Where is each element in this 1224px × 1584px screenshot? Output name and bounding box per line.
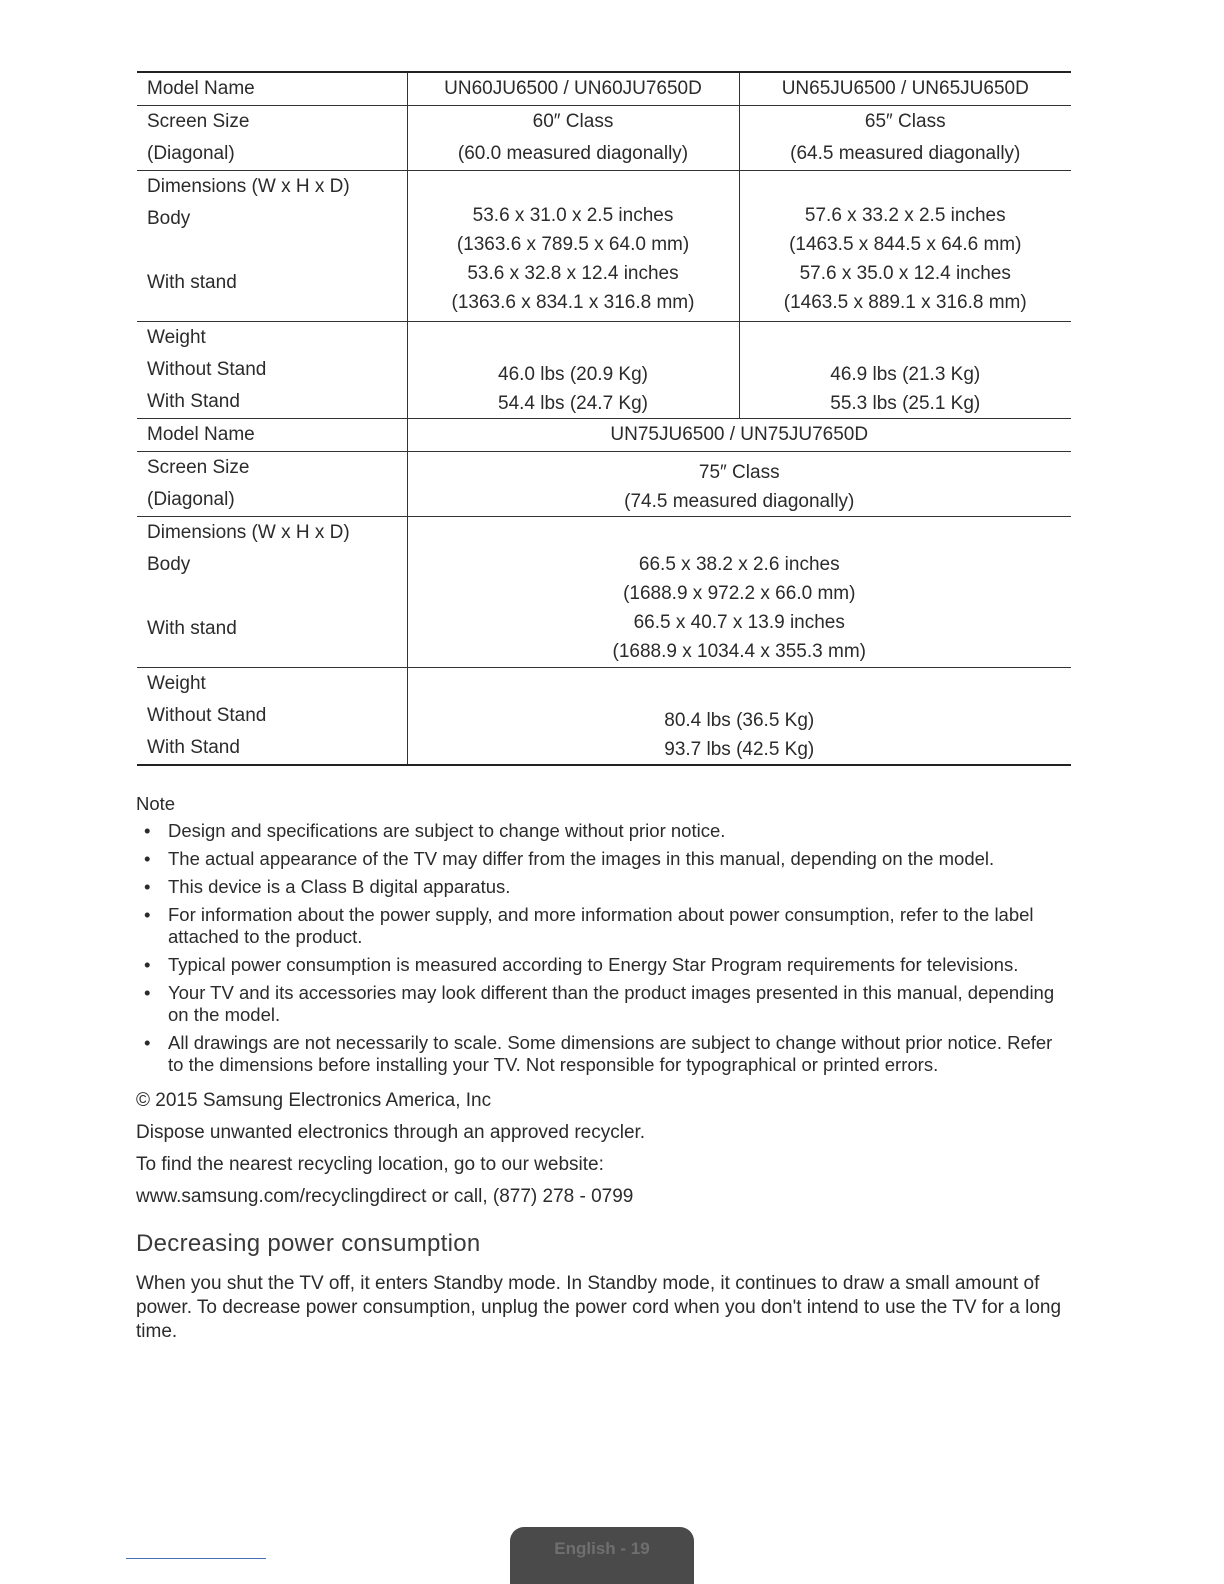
screen-size-label-line2: (Diagonal) <box>147 143 235 164</box>
dim-60-body-in: 53.6 x 31.0 x 2.5 inches <box>472 205 674 226</box>
footnote-rule <box>126 1558 266 1559</box>
weight-60 <box>407 322 739 419</box>
table-row <box>137 171 1071 322</box>
copyright-text: © 2015 Samsung Electronics America, Inc <box>136 1090 492 1111</box>
table-row <box>137 668 1071 766</box>
screen-size-label-line1: Screen Size <box>147 457 250 478</box>
dim-60-stand-in: 53.6 x 32.8 x 12.4 inches <box>467 263 679 284</box>
model-name-label: Model Name <box>137 419 407 452</box>
bullet-icon: • <box>144 954 151 975</box>
website-text: www.samsung.com/recyclingdirect or call, (877) 278 - 0799 <box>136 1186 634 1207</box>
screen-size-label-line2: (Diagonal) <box>147 489 235 510</box>
weight-65 <box>739 322 1071 419</box>
screen-60 <box>407 106 739 171</box>
dimensions-label: Dimensions (W x H x D) <box>147 176 350 197</box>
bullet-icon: • <box>144 904 151 925</box>
dim-60-body-mm: (1363.6 x 789.5 x 64.0 mm) <box>456 234 690 255</box>
note-text: This device is a Class B digital apparatus. <box>168 876 511 897</box>
bullet-icon: • <box>144 982 151 1003</box>
find-text: To find the nearest recycling location, go to our website: <box>136 1154 604 1175</box>
weight-65-without: 46.9 lbs (21.3 Kg) <box>830 364 981 385</box>
weight-60-with: 54.4 lbs (24.7 Kg) <box>498 393 648 414</box>
dim-65-body-mm: (1463.5 x 844.5 x 64.6 mm) <box>789 234 1022 255</box>
notes-section <box>136 790 1056 1082</box>
body-label: Body <box>147 208 191 229</box>
screen-size-label-line1: Screen Size <box>147 111 250 132</box>
dimensions-65 <box>739 171 1071 322</box>
without-stand-label: Without Stand <box>147 705 267 726</box>
dim-75-stand-in: 66.5 x 40.7 x 13.9 inches <box>633 612 845 633</box>
dimensions-label: Dimensions (W x H x D) <box>147 522 350 543</box>
screen-size-label <box>137 452 407 517</box>
dimensions-60 <box>407 171 739 322</box>
spec-table-60-65 <box>137 71 1071 419</box>
list-item <box>136 954 1056 976</box>
recycling-info <box>136 1085 645 1213</box>
list-item <box>136 848 1056 870</box>
dim-75-stand-mm: (1688.9 x 1034.4 x 355.3 mm) <box>612 641 866 662</box>
table-row <box>137 452 1071 517</box>
weight-label-cell <box>137 668 407 766</box>
with-stand-weight-label: With Stand <box>147 737 240 758</box>
note-title: Note <box>136 793 176 814</box>
dim-65-body-in: 57.6 x 33.2 x 2.5 inches <box>804 205 1006 226</box>
table-row <box>137 419 1071 452</box>
screen-65-class: 65″ Class <box>864 111 946 132</box>
dimensions-75 <box>407 517 1071 668</box>
bullet-icon: • <box>144 820 151 841</box>
weight-60-without: 46.0 lbs (20.9 Kg) <box>498 364 648 385</box>
model-60-name: UN60JU6500 / UN60JU7650D <box>407 72 739 106</box>
screen-75-measured: (74.5 measured diagonally) <box>624 491 855 512</box>
with-stand-weight-label: With Stand <box>147 391 240 412</box>
list-item <box>136 1032 1056 1076</box>
spec-table-75 <box>137 419 1071 766</box>
note-text: For information about the power supply, and more information about power consumption, refer to the label attached to the product. <box>168 904 1034 947</box>
list-item <box>136 876 1056 898</box>
list-item <box>136 982 1056 1026</box>
note-text: Your TV and its accessories may look different than the product images presented in this manual, depending on the model. <box>168 982 1055 1025</box>
notes-list <box>136 820 1056 1076</box>
model-name-label: Model Name <box>137 72 407 106</box>
section-body: When you shut the TV off, it enters Standby mode. In Standby mode, it continues to draw a small amount of power. To decrease power consumption, unplug the power cord when you don't intend to use the TV for a long time. <box>136 1273 1062 1342</box>
dim-65-stand-mm: (1463.5 x 889.1 x 316.8 mm) <box>783 292 1027 313</box>
screen-60-measured: (60.0 measured diagonally) <box>457 143 689 164</box>
note-text: Typical power consumption is measured according to Energy Star Program requirements for televisions. <box>168 954 1019 975</box>
note-text: Design and specifications are subject to change without prior notice. <box>168 820 726 841</box>
bullet-icon: • <box>144 876 151 897</box>
dispose-text: Dispose unwanted electronics through an approved recycler. <box>136 1122 646 1143</box>
dimensions-label-cell <box>137 517 407 668</box>
screen-size-label <box>137 106 407 171</box>
table-row <box>137 106 1071 171</box>
weight-label: Weight <box>147 673 206 694</box>
weight-75-without: 80.4 lbs (36.5 Kg) <box>664 710 815 731</box>
weight-label-cell <box>137 322 407 419</box>
model-65-name: UN65JU6500 / UN65JU650D <box>739 72 1071 106</box>
dim-75-body-mm: (1688.9 x 972.2 x 66.0 mm) <box>623 583 856 604</box>
list-item <box>136 904 1056 948</box>
bullet-icon: • <box>144 1032 151 1053</box>
weight-75 <box>407 668 1071 766</box>
without-stand-label: Without Stand <box>147 359 267 380</box>
table-row <box>137 72 1071 106</box>
note-text: All drawings are not necessarily to scale. Some dimensions are subject to change without prior notice. Refer to the dimensions before installing your TV. Not responsible for typographical or printed errors. <box>168 1032 1053 1075</box>
dimensions-label-cell <box>137 171 407 322</box>
note-text: The actual appearance of the TV may differ from the images in this manual, depending on the model. <box>168 848 995 869</box>
table-row <box>137 322 1071 419</box>
bullet-icon: • <box>144 848 151 869</box>
dim-75-body-in: 66.5 x 38.2 x 2.6 inches <box>638 554 840 575</box>
list-item <box>136 820 1056 842</box>
screen-60-class: 60″ Class <box>532 111 614 132</box>
section-heading: Decreasing power consumption <box>136 1230 481 1257</box>
screen-75-class: 75″ Class <box>698 462 780 483</box>
screen-65-measured: (64.5 measured diagonally) <box>790 143 1021 164</box>
screen-65 <box>739 106 1071 171</box>
body-label: Body <box>147 554 191 575</box>
dim-60-stand-mm: (1363.6 x 834.1 x 316.8 mm) <box>451 292 695 313</box>
screen-75 <box>407 452 1071 517</box>
with-stand-label: With stand <box>147 272 237 293</box>
model-75-name: UN75JU6500 / UN75JU7650D <box>407 419 1071 452</box>
table-row <box>137 517 1071 668</box>
weight-75-with: 93.7 lbs (42.5 Kg) <box>664 739 815 760</box>
page-number-badge: English - 19 <box>510 1527 694 1584</box>
weight-65-with: 55.3 lbs (25.1 Kg) <box>830 393 981 414</box>
with-stand-label: With stand <box>147 618 237 639</box>
dim-65-stand-in: 57.6 x 35.0 x 12.4 inches <box>799 263 1011 284</box>
weight-label: Weight <box>147 327 206 348</box>
